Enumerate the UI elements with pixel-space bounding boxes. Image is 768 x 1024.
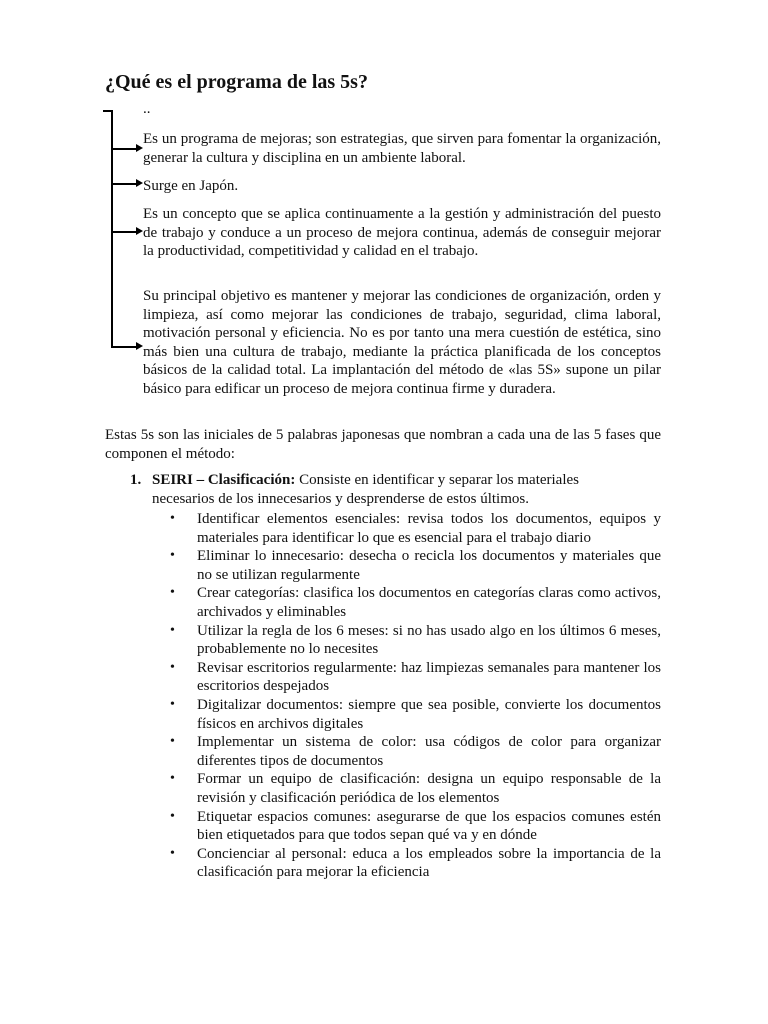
list-item	[170, 584, 661, 621]
list-item	[170, 622, 661, 659]
phase-number: 1.	[130, 472, 142, 488]
bullet-icon: •	[170, 659, 175, 675]
definition-paragraph-1: Es un programa de mejoras; son estrategias, que sirven para fomentar la organización, generar la cultura y disciplina en un ambiente laboral.	[143, 131, 661, 166]
list-item-text: Identificar elementos esenciales: revisa todos los documentos, equipos y materiales para identificar lo que es esencial para el trabajo diario	[197, 511, 661, 546]
definition-paragraph-3: Es un concepto que se aplica continuamente a la gestión y administración del puesto de trabajo y conduce a un proceso de mejora continua, además de conseguir mejorar la productividad, competitividad y calidad en el trabajo.	[143, 206, 661, 260]
arrow-right-icon	[111, 183, 137, 185]
arrow-right-icon	[111, 231, 137, 233]
list-item	[170, 659, 661, 696]
ellipsis-dots: ..	[143, 101, 151, 117]
bullet-icon: •	[170, 622, 175, 638]
list-item-text: Crear categorías: clasifica los documentos en categorías claras como activos, archivados y eliminables	[197, 585, 661, 620]
arrow-right-icon	[111, 148, 137, 150]
arrow-right-icon	[111, 346, 137, 348]
bullet-icon: •	[170, 585, 175, 601]
phase-description-rest: necesarios de los innecesarios y desprenderse de estos últimos.	[152, 490, 529, 507]
list-item	[170, 845, 661, 882]
page-title: ¿Qué es el programa de las 5s?	[105, 71, 368, 93]
definition-paragraph-4: Su principal objetivo es mantener y mejorar las condiciones de organización, orden y limpieza, así como mejorar las condiciones de trabajo, seguridad, clima laboral, motivación personal y eficiencia. No es por tanto una mera cuestión de estética, sino más bien una cultura de trabajo, mediante la práctica planificada de los conceptos básicos de la calidad total. La implantación del método de «las 5S» supone un pilar básico para edificar un proceso de mejora continua firme y duradera.	[143, 288, 661, 397]
list-item-text: Formar un equipo de clasificación: designa un equipo responsable de la revisión y clasificación periódica de los elementos	[197, 771, 661, 806]
bullet-icon: •	[170, 771, 175, 787]
list-item-text: Implementar un sistema de color: usa códigos de color para organizar diferentes tipos de documentos	[197, 734, 661, 769]
list-item	[170, 696, 661, 733]
list-item-text: Etiquetar espacios comunes: asegurarse de que los espacios comunes estén bien etiquetados para que todos sepan qué va y en dónde	[197, 808, 661, 844]
definition-paragraph-2: Surge en Japón.	[143, 178, 239, 194]
list-item-text: Revisar escritorios regularmente: haz limpiezas semanales para mantener los escritorios despejados	[197, 659, 661, 695]
bullet-icon: •	[170, 696, 175, 712]
bullet-icon: •	[170, 808, 175, 824]
bracket-vertical-line	[111, 110, 113, 347]
list-item	[170, 510, 661, 547]
phase-description-first: Consiste en identificar y separar los materiales	[299, 472, 579, 488]
bullet-icon: •	[170, 548, 175, 564]
bullet-icon: •	[170, 734, 175, 750]
bullet-list	[170, 510, 661, 882]
list-item	[170, 733, 661, 770]
list-item-text: Utilizar la regla de los 6 meses: si no has usado algo en los últimos 6 meses, probablemente no lo necesites	[197, 622, 661, 658]
bullet-icon: •	[170, 511, 175, 526]
list-item-text: Eliminar lo innecesario: desecha o recicla los documentos y materiales que no se utilizan regularmente	[197, 548, 661, 583]
list-item-text: Concienciar al personal: educa a los empleados sobre la importancia de la clasificación para mejorar la eficiencia	[197, 845, 661, 881]
list-item	[170, 770, 661, 807]
intro-paragraph: Estas 5s son las iniciales de 5 palabras japonesas que nombran a cada una de las 5 fases que componen el método:	[105, 427, 661, 462]
phase-name: SEIRI – Clasificación:	[152, 472, 296, 488]
phase-item-seiri	[130, 471, 661, 508]
bullet-icon: •	[170, 845, 175, 861]
list-item-text: Digitalizar documentos: siempre que sea posible, convierte los documentos físicos en archivos digitales	[197, 696, 661, 732]
list-item	[170, 547, 661, 584]
list-item	[170, 808, 661, 845]
